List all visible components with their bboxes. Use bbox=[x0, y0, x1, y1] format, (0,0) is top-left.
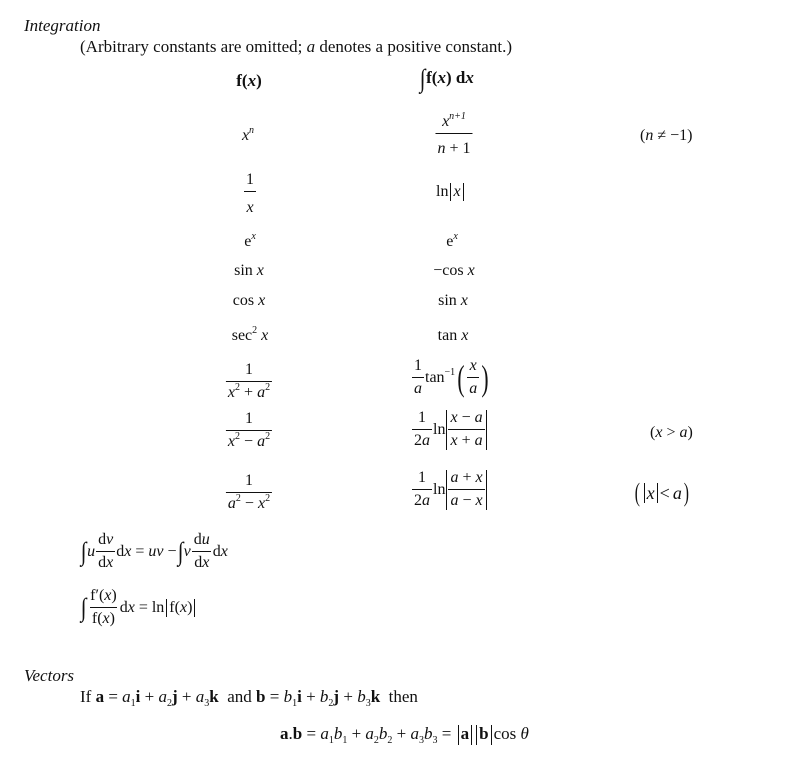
word-if: If bbox=[80, 687, 92, 706]
row-6-F: tan x bbox=[437, 327, 469, 344]
integration-by-parts-formula: ∫ u $\frac{dv}{dx}$ dx = uv − ∫ v $\frac{du}{dx}$ dx bbox=[80, 531, 228, 571]
word-then: then bbox=[388, 687, 418, 706]
row-2-f: $\frac{1}{x}$ bbox=[246, 171, 254, 216]
row-5-f: cos x bbox=[232, 292, 266, 309]
row-3-f: $e^x$ bbox=[244, 231, 256, 250]
row-1-F: $\frac{x^{n+1}}{n + 1}$ bbox=[437, 111, 471, 157]
section-heading-vectors: Vectors bbox=[24, 666, 75, 685]
row-4-F: −cos x bbox=[433, 262, 475, 279]
row-4-f: sin x bbox=[234, 262, 264, 279]
note-var: a bbox=[306, 37, 316, 56]
row-9-condition: ( x < a ) bbox=[634, 478, 689, 507]
row-6-f: $\sec^2 x$ bbox=[231, 325, 269, 344]
log-derivative-formula: ∫ $\frac{f'(x)}{f(x)}$ dx = ln f(x) bbox=[80, 588, 197, 628]
note-pre: (Arbitrary constants are omitted; bbox=[80, 37, 307, 56]
col-header-fx: f(x) bbox=[236, 71, 262, 90]
row-3-F: $e^x$ bbox=[446, 231, 458, 250]
row-8-condition: (x > a) bbox=[650, 424, 693, 441]
row-9-F: $\frac{1}{2a}$ ln $\frac{a + x}{a - x}$ bbox=[412, 470, 488, 510]
integral-sign-icon: ∫ bbox=[419, 64, 426, 93]
row-7-F: $\frac{1}{a}$ $\tan^{-1}$ ( $\frac{x}{a}$ ) bbox=[414, 357, 489, 398]
row-8-f: $\frac{1}{x^2 - a^2}$ bbox=[227, 410, 271, 450]
col-header-integral: ∫f(x) dx bbox=[419, 64, 474, 93]
row-8-F: $\frac{1}{2a}$ ln $\frac{x - a}{x + a}$ bbox=[412, 410, 488, 450]
row-2-F: ln x bbox=[436, 183, 466, 201]
integration-note bbox=[80, 38, 512, 55]
row-5-F: sin x bbox=[438, 292, 468, 309]
word-and: and bbox=[227, 687, 252, 706]
section-heading-integration: Integration bbox=[24, 16, 101, 35]
row-9-f: $\frac{1}{a^2 - x^2}$ bbox=[227, 472, 271, 512]
vector-definition: If $a = a_1i + a_2j + a_3k$ and $b = b_1i + b_2j + b_3k$ then bbox=[80, 687, 418, 709]
row-1-condition: (n ≠ −1) bbox=[640, 127, 693, 144]
row-7-f: $\frac{1}{x^2 + a^2}$ bbox=[227, 361, 271, 401]
dot-product-formula: $a.b = a_1b_1 + a_2b_2 + a_3b_3 = a$ b cos θ bbox=[280, 724, 529, 746]
row-1-f: $x^n$ bbox=[241, 125, 255, 144]
note-post: denotes a positive constant.) bbox=[315, 37, 512, 56]
